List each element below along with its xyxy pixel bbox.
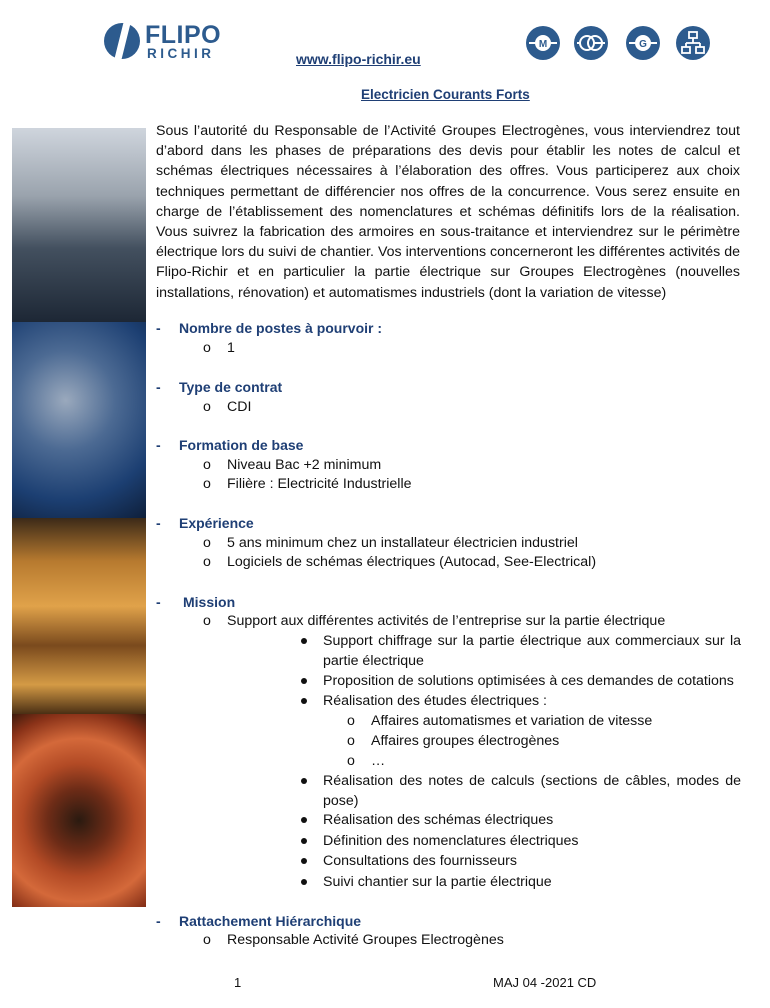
bullet-dot bbox=[301, 879, 307, 885]
revision-note: MAJ 04 -2021 CD bbox=[493, 975, 597, 990]
transformer-icon bbox=[574, 26, 608, 60]
section-heading: Type de contrat bbox=[179, 379, 283, 395]
bullet-item: Consultations des fournisseurs bbox=[301, 851, 741, 871]
copper-coils-photo bbox=[12, 518, 146, 714]
bullet-dot bbox=[301, 698, 307, 704]
logo-subname: RICHIR bbox=[147, 46, 215, 61]
bullet-item: Réalisation des notes de calculs (sections de câbles, modes de pose) bbox=[301, 771, 741, 811]
page-number: 1 bbox=[234, 975, 242, 990]
bullet-dot bbox=[301, 858, 307, 864]
bullet-dot bbox=[301, 838, 307, 844]
logo-name: FLIPO bbox=[145, 21, 222, 49]
section-heading: Expérience bbox=[179, 515, 254, 531]
svg-text:M: M bbox=[538, 39, 548, 50]
section-heading: Formation de base bbox=[179, 437, 304, 453]
section-heading: Nombre de postes à pourvoir : bbox=[179, 320, 383, 336]
svg-text:G: G bbox=[639, 39, 647, 50]
website-link[interactable]: www.flipo-richir.eu bbox=[296, 51, 421, 67]
logo-mark-icon bbox=[104, 23, 140, 59]
bullet-item: Réalisation des schémas électriques bbox=[301, 810, 741, 830]
engine-photo bbox=[12, 322, 146, 518]
bullet-item: Suivi chantier sur la partie électrique bbox=[301, 872, 741, 892]
intro-paragraph: Sous l’autorité du Responsable de l’Activité Groupes Electrogènes, vous interviendrez tout d’abord dans les phases de préparations des devis pour établir les notes de calcul et schémas électriques nécessaires à l’élaboration des offres. Vous participerez aux choix techniques permettant de différencier nos offres de la concurrence. Vous serez ensuite en charge de l’établissement des nomenclatures et schémas définitifs lors de la réalisation. Vous suivrez la fabrication des armoires en sous-traitance et interviendrez sur le périmètre électrique lors du suivi de chantier. Vos interventions concerneront les différentes activités de Flipo-Richir et en particulier la partie électrique sur Groupes Electrogènes (nouvelles installations, rénovation) et automatismes industriels (dont la variation de vitesse) bbox=[156, 123, 740, 301]
electrical-cabinet-photo bbox=[12, 128, 146, 322]
generator-g-icon bbox=[626, 26, 660, 60]
bullet-dot bbox=[301, 778, 307, 784]
bullet-item: Définition des nomenclatures électriques bbox=[301, 831, 741, 851]
company-logo bbox=[104, 22, 228, 62]
bullet-dot bbox=[301, 678, 307, 684]
bullet-dot bbox=[301, 638, 307, 644]
job-title: Electricien Courants Forts bbox=[361, 87, 530, 102]
section-heading: Rattachement Hiérarchique bbox=[179, 913, 362, 929]
bullet-item: Proposition de solutions optimisées à ces demandes de cotations bbox=[301, 671, 741, 691]
bullet-item: Réalisation des études électriques : bbox=[301, 691, 741, 711]
bullet-dot bbox=[301, 817, 307, 823]
header-icons bbox=[524, 26, 714, 60]
stator-winding-photo bbox=[12, 714, 146, 907]
section-heading: Mission bbox=[183, 594, 236, 610]
network-icon bbox=[676, 26, 710, 60]
bullet-item: Support chiffrage sur la partie électrique aux commerciaux sur la partie électrique bbox=[301, 631, 741, 671]
motor-m-icon bbox=[526, 26, 560, 60]
